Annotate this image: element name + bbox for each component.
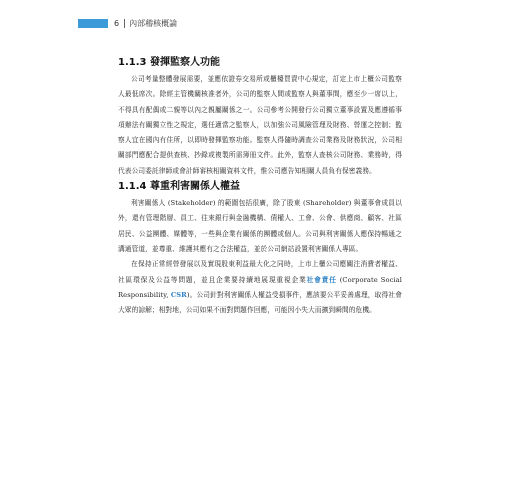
chapter-title: 內部稽核概論 (129, 18, 178, 28)
para-2-text-post: )。公司針對利害關係人權益受損事件，應該要公平妥善處理，取得社會大眾的諒解；相對地，公司如果不面對問題作回應，可能因小失大而擴到瞬間的危機。 (118, 290, 403, 315)
highlight-csr: CSR (170, 290, 187, 299)
header-accent-bar (78, 19, 108, 28)
page-header (78, 17, 177, 29)
para-2-text-pre: 在保持正常經營發展以及實現股東利益最大化之同時，上市上櫃公司應關注消費者權益、社區環保及公益等問題，並且企業要持續地展現重視企業 (118, 260, 402, 284)
header-separator (124, 19, 125, 28)
section-1-paragraph: 公司考量整體發展需要，並應依證券交易所或櫃檯買賣中心規定，訂定上市上櫃公司監察人最低席次。除經主管機關核准者外，公司的監察人間或監察人與董事間，應至少一席以上，不得具有配偶或二親等以內之親屬關係之一。公司參考公開發行公司獨立董事設置及應遵循事項辦法有關獨立性之規定，選任適當之監察人，以加強公司風險管理及財務、營運之控制；監察人宜在國內有住所，以即時發揮監察功能。監察人得隨時調查公司業務及財務狀況，公司相關部門應配合提供查核、抄錄或複製所需簿冊文件。此外，監察人查核公司財務、業務時，得代表公司委託律師或會計師審核相關資料文件，惟公司應告知相關人員負有保密義務。 (118, 75, 402, 175)
page-content (118, 56, 402, 318)
highlight-social-responsibility: 社會責任 (306, 275, 337, 284)
section-2-paragraph-2 (118, 257, 402, 318)
para-2-text-mid: (Corporate Social Responsibility, (118, 275, 402, 299)
section-heading-1-1-3: 1.1.3 發揮監察人功能 (118, 57, 220, 68)
section-2-paragraph-1: 利害關係人 (Stakeholder) 的範圍包括很廣，除了股東 (Shareholder) 與董事會成員以外，還有管理階層、員工、往來銀行與金融機構、債權人、工會、公會、供應商、顧客、社區居民、公益團體、媒體等，一些與企業有關係的團體或個人。公司與利害關係人應保持暢通之溝通管道，並尊重、維護其應有之合法權益，並於公司網站設置利害關係人專區。 (118, 199, 402, 253)
page-number: 6 (114, 18, 120, 28)
section-heading-1-1-4: 1.1.4 尊重利害關係人權益 (118, 181, 240, 193)
